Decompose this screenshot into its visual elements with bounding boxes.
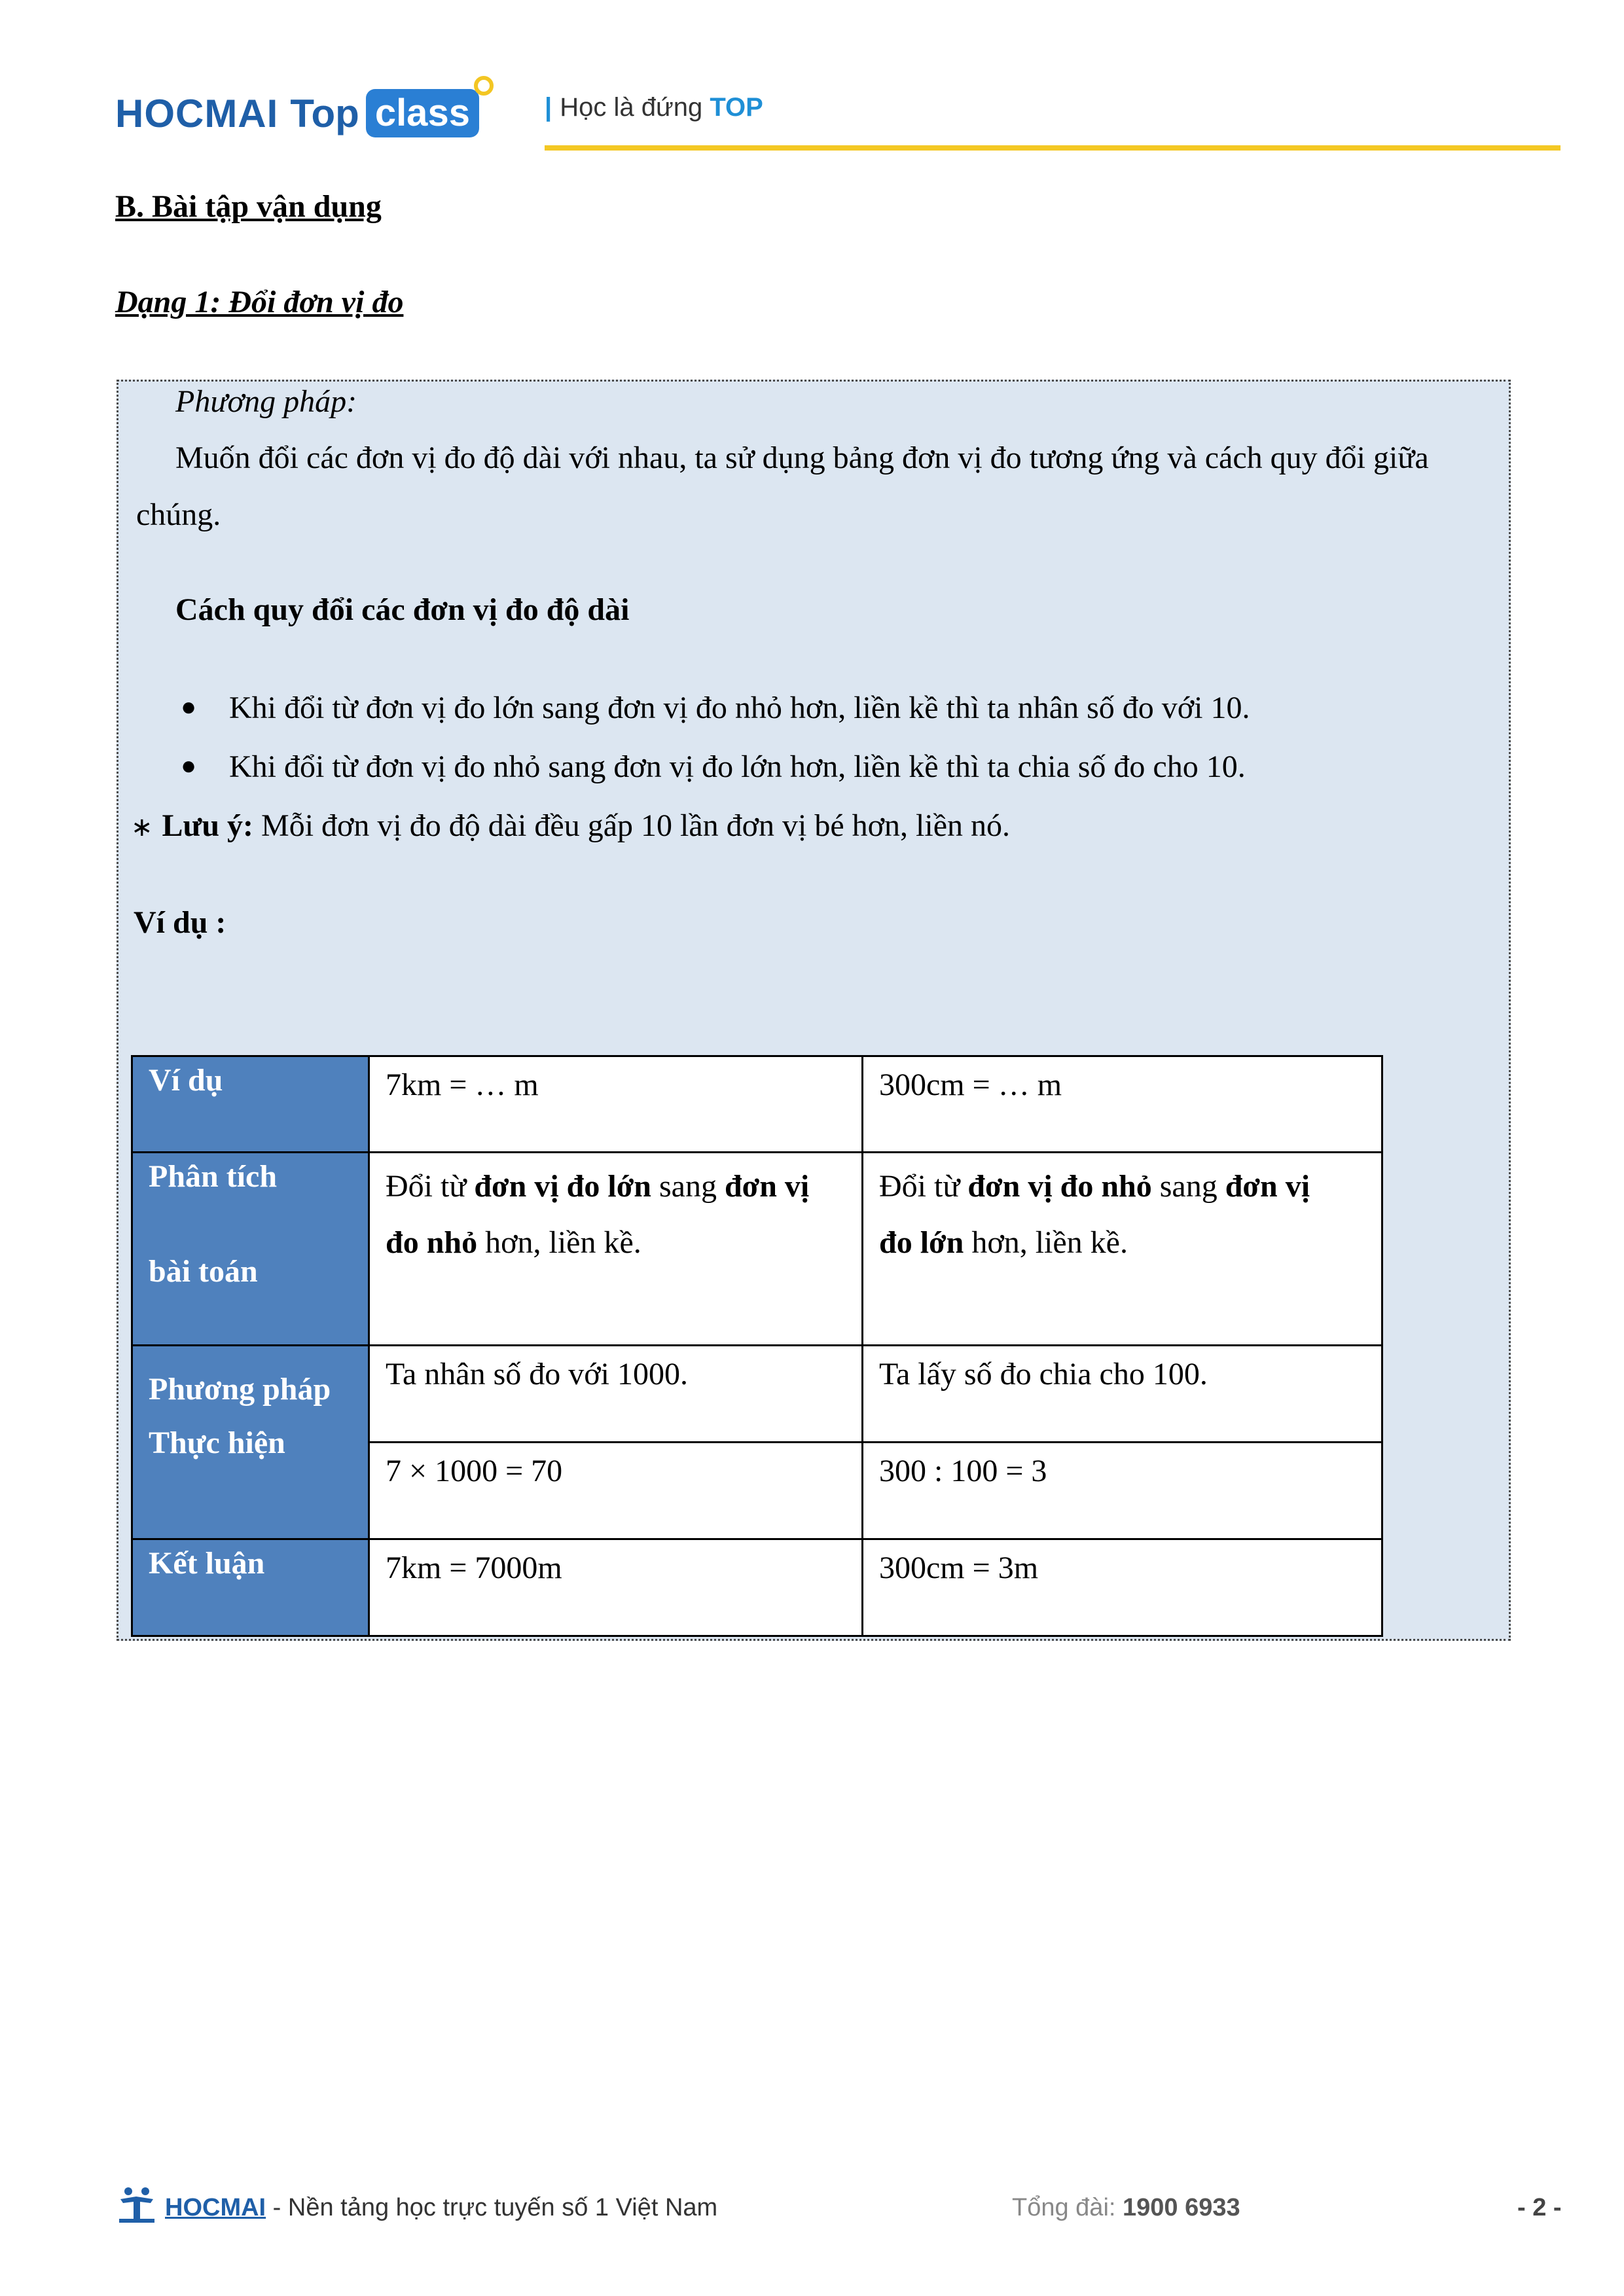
analysis-bold: đo nhỏ xyxy=(386,1225,478,1260)
logo-class-text: class xyxy=(374,92,470,134)
footer-brand-link[interactable]: HOCMAI xyxy=(165,2194,266,2221)
method-cell-1a: Ta nhân số đo với 1000. xyxy=(369,1346,863,1443)
method-cell-2b: 300 : 100 = 3 xyxy=(863,1443,1382,1539)
analysis-bold: đo lớn xyxy=(879,1225,964,1260)
analysis-bold: đơn vị đo lớn xyxy=(474,1169,651,1204)
example-cell-2: 300cm = … m xyxy=(863,1056,1382,1153)
analysis-text: hơn, liền kề. xyxy=(964,1225,1128,1260)
table-row xyxy=(132,1153,1382,1346)
bullet-icon: ● xyxy=(181,751,197,780)
logo-class-badge xyxy=(366,89,479,137)
method-head-line2: Thực hiện xyxy=(149,1426,285,1460)
method-cell-2a: Ta lấy số đo chia cho 100. xyxy=(863,1346,1382,1443)
slogan-prefix: Học là đứng xyxy=(560,93,703,122)
analysis-text: Đổi từ xyxy=(386,1169,475,1204)
method-head-line1: Phương pháp xyxy=(149,1372,331,1407)
slogan-divider: | xyxy=(545,93,552,122)
hotline-number: 1900 6933 xyxy=(1123,2194,1240,2221)
gear-icon xyxy=(474,76,494,96)
footer-tagline xyxy=(165,2194,717,2222)
slogan-highlight: TOP xyxy=(710,93,763,122)
row-head-conclusion: Kết luận xyxy=(132,1539,369,1636)
section-title: B. Bài tập vận dụng xyxy=(115,189,382,224)
row-head-analysis xyxy=(132,1153,369,1346)
method-label: Phương pháp: xyxy=(175,384,357,419)
note-text: Mỗi đơn vị đo độ dài đều gấp 10 lần đơn vị bé hơn, liền nó. xyxy=(253,808,1011,843)
subsection-title: Dạng 1: Đổi đơn vị đo xyxy=(115,285,404,319)
analysis-head-line1: Phân tích xyxy=(149,1159,278,1194)
logo-top-text: Top xyxy=(290,91,359,135)
asterisk-icon: ∗ xyxy=(131,812,153,842)
row-head-method xyxy=(132,1346,369,1539)
conclusion-cell-1: 7km = 7000m xyxy=(369,1539,863,1636)
analysis-head-line2: bài toán xyxy=(149,1254,258,1289)
bullet-icon: ● xyxy=(181,692,197,721)
conclusion-cell-2: 300cm = 3m xyxy=(863,1539,1382,1636)
rule-bullet-1: Khi đổi từ đơn vị đo lớn sang đơn vị đo nhỏ hơn, liền kề thì ta nhân số đo với 10. xyxy=(229,691,1250,725)
analysis-cell-1 xyxy=(369,1153,863,1346)
footer-tagline-text: - Nền tảng học trực tuyến số 1 Việt Nam xyxy=(266,2194,718,2221)
method-cell-1b: 7 × 1000 = 70 xyxy=(369,1443,863,1539)
analysis-text: sang xyxy=(651,1169,725,1204)
table-row xyxy=(132,1346,1382,1443)
analysis-bold: đơn vị đo nhỏ xyxy=(967,1169,1152,1204)
table-row xyxy=(132,1056,1382,1153)
slogan xyxy=(545,93,763,122)
header-rule xyxy=(545,145,1561,151)
hocmai-footer-logo-icon xyxy=(117,2186,157,2224)
table-row xyxy=(132,1539,1382,1636)
rule-bullet-2: Khi đổi từ đơn vị đo nhỏ sang đơn vị đo lớn hơn, liền kề thì ta chia số đo cho 10. xyxy=(229,749,1246,784)
note-label: Lưu ý: xyxy=(162,808,254,843)
row-head-example: Ví dụ xyxy=(132,1056,369,1153)
hocmai-topclass-logo xyxy=(115,84,479,143)
analysis-bold: đơn vị xyxy=(724,1169,810,1204)
method-text-line1: Muốn đổi các đơn vị đo độ dài với nhau, ta sử dụng bảng đơn vị đo tương ứng và cách quy đổi giữa xyxy=(175,440,1429,475)
example-cell-1: 7km = … m xyxy=(369,1056,863,1153)
note xyxy=(131,806,1010,847)
analysis-text: sang xyxy=(1151,1169,1225,1204)
example-label: Ví dụ : xyxy=(134,905,226,940)
logo-hocmai-text: HOCMAI xyxy=(115,91,279,135)
analysis-text: Đổi từ xyxy=(879,1169,968,1204)
footer-hotline xyxy=(1012,2194,1240,2222)
hotline-label: Tổng đài: xyxy=(1012,2194,1123,2221)
analysis-bold: đơn vị xyxy=(1225,1169,1310,1204)
rules-title: Cách quy đổi các đơn vị đo độ dài xyxy=(175,592,630,627)
analysis-cell-2 xyxy=(863,1153,1382,1346)
method-text-line2: chúng. xyxy=(136,497,221,532)
example-table xyxy=(131,1055,1383,1637)
analysis-text: hơn, liền kề. xyxy=(477,1225,641,1260)
page-number: - 2 - xyxy=(1517,2194,1562,2221)
